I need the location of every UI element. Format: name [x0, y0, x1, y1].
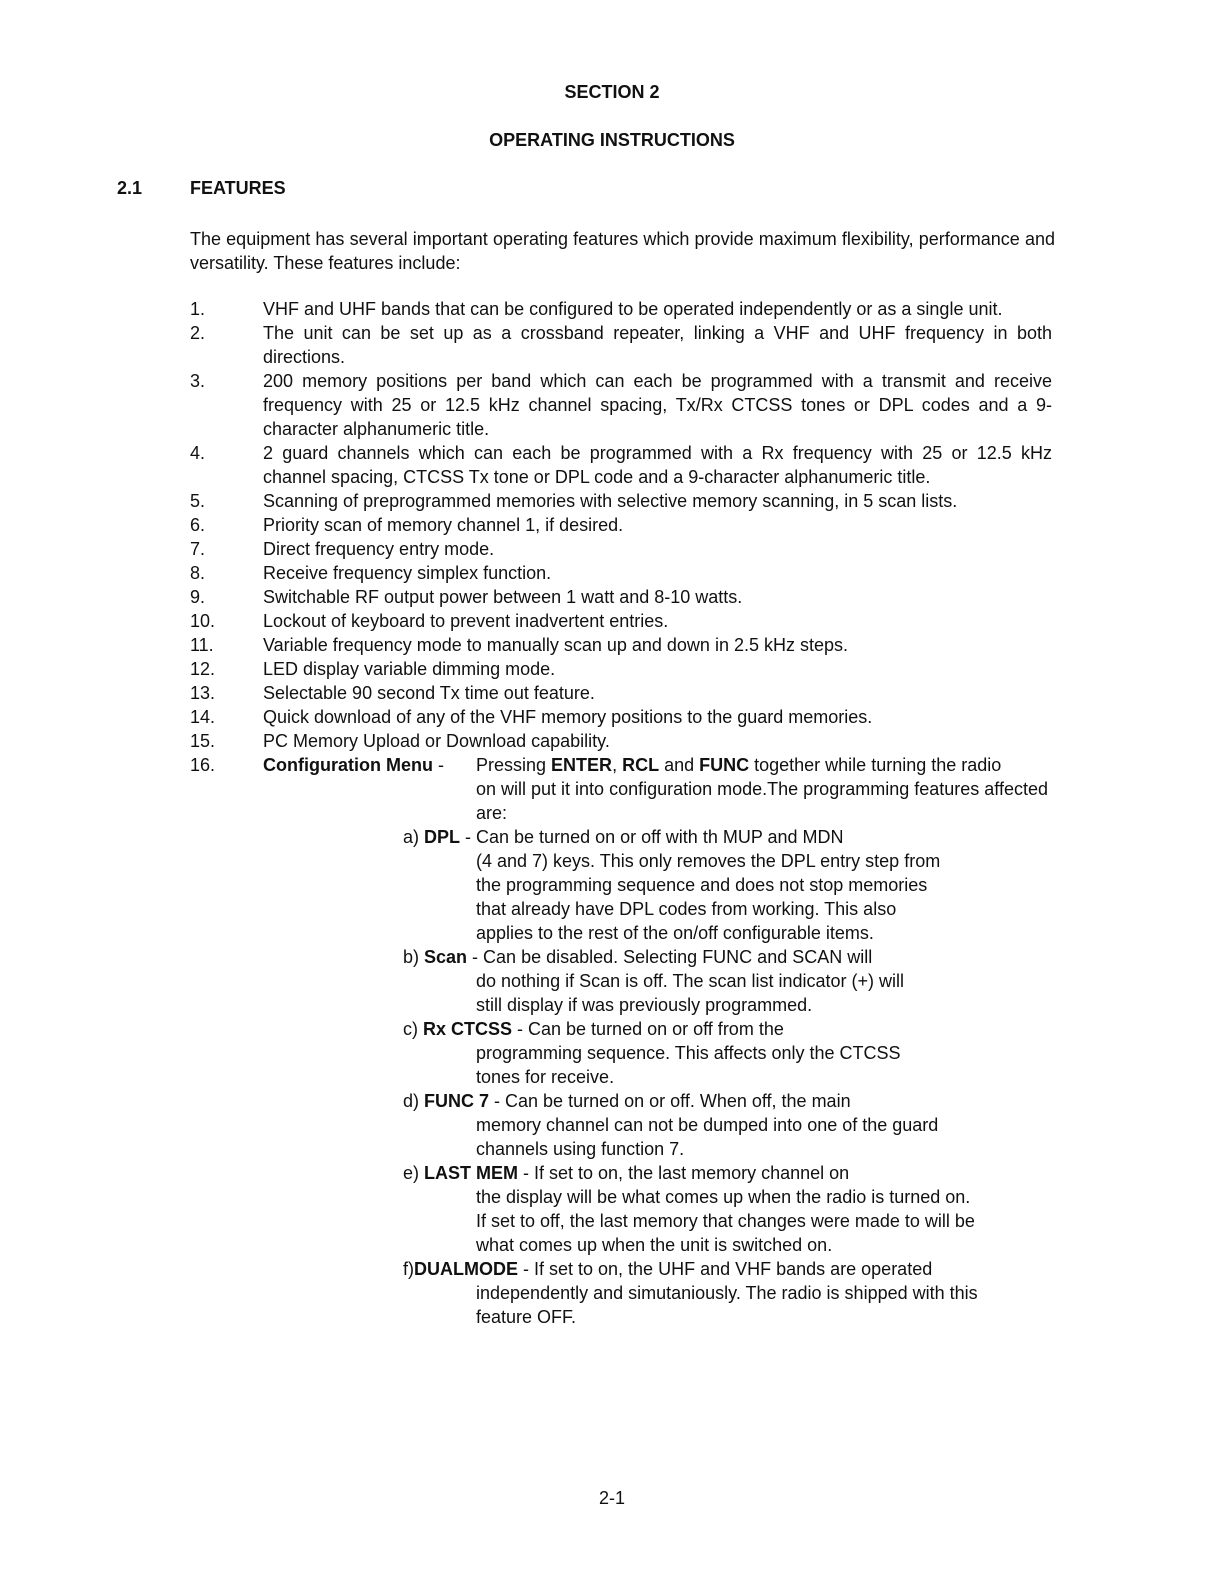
item-number: 8.: [190, 563, 206, 583]
page-number: 2-1: [598, 1488, 625, 1508]
list-item: [190, 609, 1052, 633]
config-option-rx-ctcss: c) Rx CTCSS - Can be turned on or off from the programming sequence. This affects only the CTCSS tones for receive.: [403, 1017, 1052, 1089]
item-text: Selectable 90 second Tx time out feature.: [263, 683, 595, 703]
config-option-scan: b) Scan - Can be disabled. Selecting FUNC and SCAN will do nothing if Scan is off. The scan list indicator (+) will still display if was previously programmed.: [403, 945, 1052, 1017]
item-number: 6.: [190, 515, 206, 535]
list-item: [190, 513, 1052, 537]
item-text: Priority scan of memory channel 1, if desired.: [263, 515, 624, 535]
item-text: 200 memory positions per band which can each be programmed with a transmit and receive frequency with 25 or 12.5 kHz channel spacing, Tx/Rx CTCSS tones or DPL codes and a 9-character alphanumeric title.: [263, 371, 1052, 439]
config-menu-description: Pressing ENTER, RCL and FUNC together while turning the radio on will put it into configuration mode.The programming features affected are:: [476, 755, 1048, 823]
intro-paragraph: The equipment has several important operating features which provide maximum flexibility, performance and versatility. These features include:: [190, 229, 1055, 273]
item-text: VHF and UHF bands that can be configured to be operated independently or as a single unit.: [263, 299, 1003, 319]
item-text: Scanning of preprogrammed memories with selective memory scanning, in 5 scan lists.: [263, 491, 958, 511]
option-description: memory channel can not be dumped into one of the guard channels using function 7.: [476, 1115, 939, 1159]
item-text: Direct frequency entry mode.: [263, 539, 495, 559]
item-text: Switchable RF output power between 1 watt and 8-10 watts.: [263, 587, 743, 607]
option-name: Rx CTCSS: [423, 1019, 513, 1039]
list-item: [190, 705, 1052, 729]
key-func: FUNC: [699, 755, 750, 775]
list-item: [190, 537, 1052, 561]
list-item: [190, 585, 1052, 609]
list-item: [190, 297, 1052, 321]
item-number: 4.: [190, 443, 206, 463]
list-item: [190, 321, 1052, 369]
config-menu-header: Configuration Menu - Pressing ENTER, RCL and FUNC together while turning the radio on will put it into configuration mode.The programming features affected are:: [263, 753, 1052, 825]
option-name: LAST MEM: [424, 1163, 519, 1183]
option-name: DUALMODE: [414, 1259, 518, 1279]
item-number: 13.: [190, 683, 216, 703]
option-name: Scan: [424, 947, 468, 967]
option-description: programming sequence. This affects only the CTCSS tones for receive.: [476, 1043, 901, 1087]
config-menu-item: [190, 753, 1052, 1329]
features-list: [190, 297, 1052, 1329]
config-option-last-mem: e) LAST MEM - If set to on, the last memory channel on the display will be what comes up when the radio is turned on. If set to off, the last memory that changes were made to will be what comes up when the unit is switched on.: [403, 1163, 975, 1255]
key-enter: ENTER: [551, 755, 613, 775]
item-text: PC Memory Upload or Download capability.: [263, 731, 610, 751]
list-item: [190, 633, 1052, 657]
list-item: [190, 441, 1052, 489]
option-description: do nothing if Scan is off. The scan list indicator (+) will still display if was previously programmed.: [476, 971, 905, 1015]
item-text: Variable frequency mode to manually scan up and down in 2.5 kHz steps.: [263, 635, 848, 655]
option-description: the display will be what comes up when the radio is turned on. If set to off, the last memory that changes were made to will be what comes up when the unit is switched on.: [476, 1187, 975, 1255]
config-option-func7: d) FUNC 7 - Can be turned on or off. When off, the main memory channel can not be dumped into one of the guard channels using function 7.: [403, 1089, 1052, 1161]
config-menu-label: Configuration Menu: [263, 755, 433, 775]
option-name: FUNC 7: [424, 1091, 490, 1111]
item-number: 12.: [190, 659, 216, 679]
list-item: [190, 729, 1052, 753]
option-name: DPL: [424, 827, 461, 847]
config-option-dualmode: f)DUALMODE - If set to on, the UHF and VHF bands are operated independently and simutaniously. The radio is shipped with this feature OFF.: [403, 1257, 1052, 1329]
option-description: (4 and 7) keys. This only removes the DPL entry step from the programming sequence and does not stop memories that already have DPL codes from working. This also applies to the rest of the on/off configurable items.: [476, 851, 941, 943]
item-number: 1.: [190, 299, 206, 319]
item-number: 3.: [190, 371, 206, 391]
list-item: [190, 681, 1052, 705]
list-item: [190, 561, 1052, 585]
config-option-dpl: a) DPL - Can be turned on or off with th MUP and MDN (4 and 7) keys. This only removes the DPL entry step from the programming sequence and does not stop memories that already have DPL codes from working. This also applies to the rest of the on/off configurable items.: [403, 825, 1052, 945]
item-number: 14.: [190, 707, 216, 727]
item-number: 5.: [190, 491, 206, 511]
item-number: 11.: [190, 635, 214, 655]
page-title: OPERATING INSTRUCTIONS: [489, 130, 735, 150]
item-text: 2 guard channels which can each be programmed with a Rx frequency with 25 or 12.5 kHz channel spacing, CTCSS Tx tone or DPL code and a 9-character alphanumeric title.: [263, 443, 1052, 487]
item-number: 10.: [190, 611, 216, 631]
item-text: Lockout of keyboard to prevent inadvertent entries.: [263, 611, 669, 631]
item-text: Quick download of any of the VHF memory positions to the guard memories.: [263, 707, 873, 727]
key-rcl: RCL: [622, 755, 660, 775]
item-number: 9.: [190, 587, 206, 607]
item-number: 2.: [190, 323, 206, 343]
option-description: independently and simutaniously. The radio is shipped with this feature OFF.: [476, 1283, 978, 1327]
subsection-title: FEATURES: [190, 178, 286, 198]
item-number: 16.: [190, 755, 216, 775]
item-number: 15.: [190, 731, 216, 751]
section-heading: SECTION 2: [564, 82, 660, 102]
item-number: 7.: [190, 539, 206, 559]
item-text: The unit can be set up as a crossband repeater, linking a VHF and UHF frequency in both directions.: [263, 323, 1052, 367]
list-item: [190, 657, 1052, 681]
item-text: LED display variable dimming mode.: [263, 659, 556, 679]
list-item: [190, 369, 1052, 441]
item-text: Receive frequency simplex function.: [263, 563, 552, 583]
list-item: [190, 489, 1052, 513]
subsection-number: 2.1: [117, 178, 143, 198]
